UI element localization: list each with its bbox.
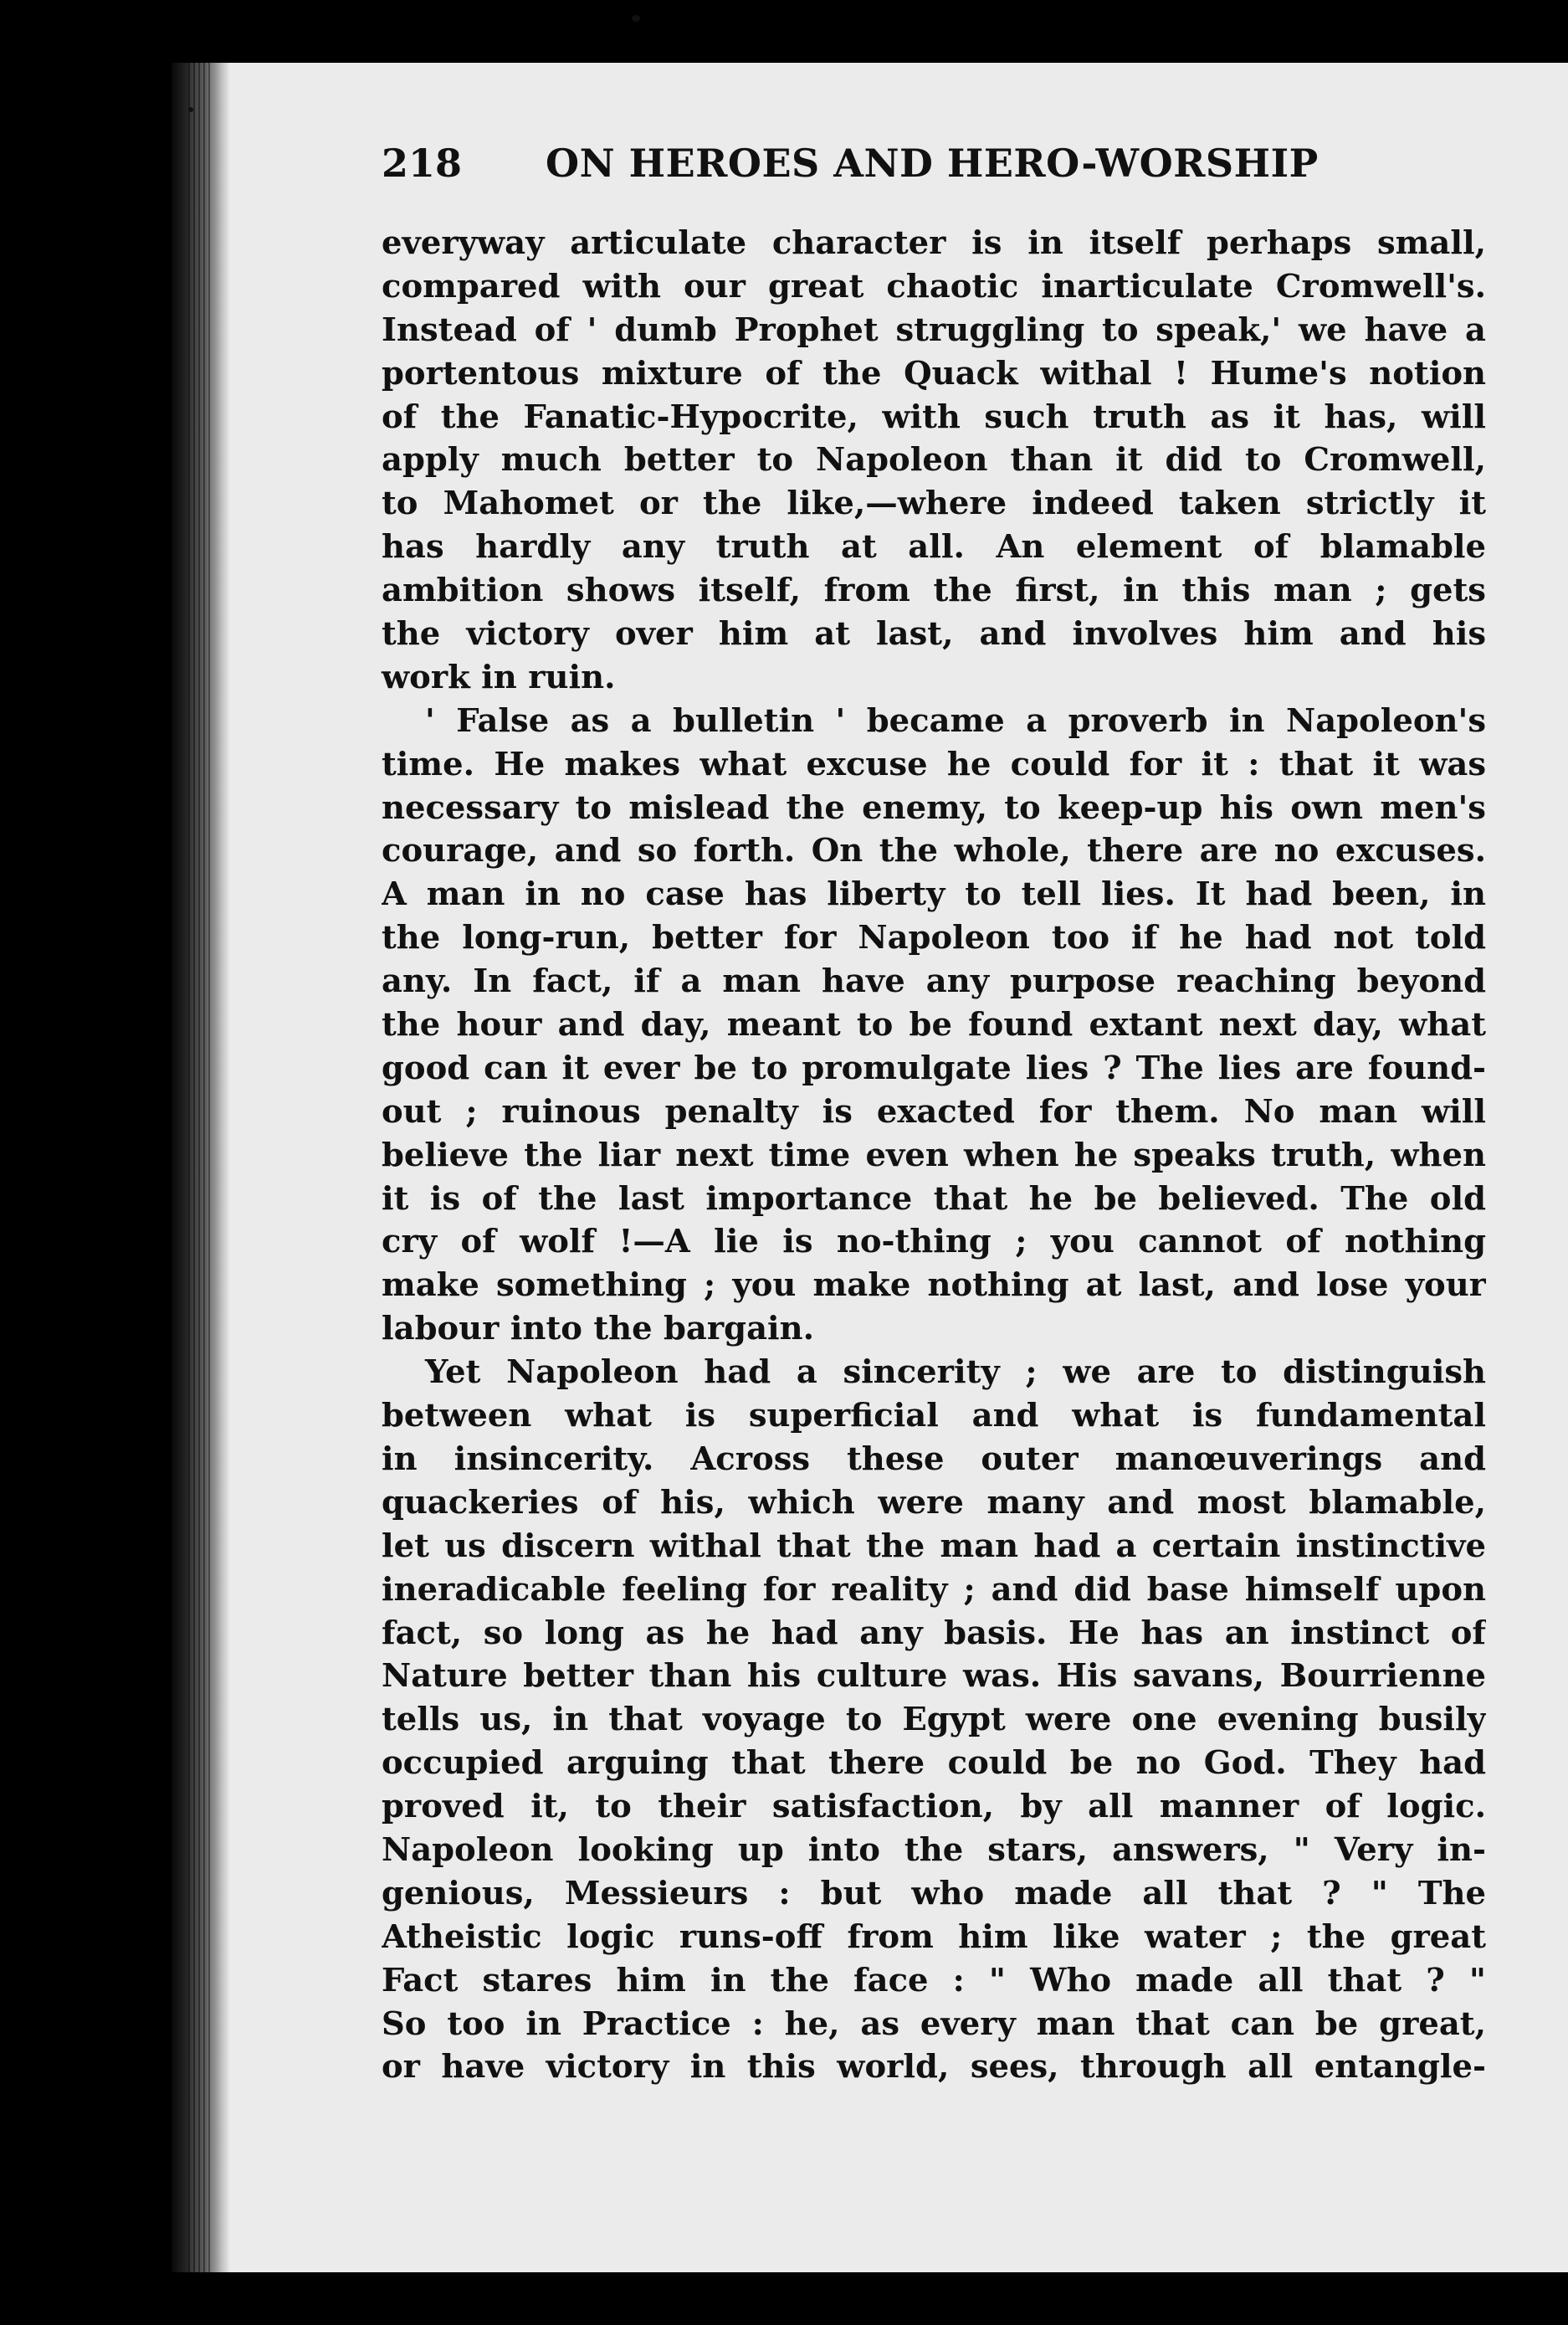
text-line: good can it ever be to promulgate lies ? The lies are found-: [382, 1049, 1486, 1087]
text-line: or have victory in this world, sees, through all entangle-: [382, 2048, 1486, 2086]
body-text: [382, 222, 1486, 2089]
text-line: Atheistic logic runs-off from him like water ; the great: [382, 1917, 1486, 1956]
text-line: has hardly any truth at all. An element of blamable: [382, 528, 1486, 567]
text-line: ambition shows itself, from the first, in this man ; gets: [382, 572, 1486, 610]
text-line: any. In fact, if a man have any purpose reaching beyond: [382, 962, 1486, 1001]
text-line: between what is superficial and what is fundamental: [382, 1397, 1486, 1435]
book-spine-edge: [188, 63, 213, 2272]
text-line: of the Fanatic-Hypocrite, with such truth as it has, will: [382, 398, 1486, 436]
text-line: everyway articulate character is in itself perhaps small,: [382, 224, 1486, 262]
running-title: ON HEROES AND HERO-WORSHIP: [546, 141, 1319, 186]
text-line: cry of wolf !—A lie is no-thing ; you cannot of nothing: [382, 1223, 1486, 1261]
text-line: occupied arguing that there could be no God. They had: [382, 1744, 1486, 1783]
page-number: 218: [382, 141, 463, 186]
text-line: tells us, in that voyage to Egypt were one evening busily: [382, 1701, 1486, 1739]
text-line: believe the liar next time even when he speaks truth, when: [382, 1136, 1486, 1174]
text-line: make something ; you make nothing at last, and lose your: [382, 1266, 1486, 1305]
text-line: A man in no case has liberty to tell lies. It had been, in: [382, 875, 1486, 914]
text-line: Instead of ' dumb Prophet struggling to speak,' we have a: [382, 311, 1486, 349]
page-header: [382, 141, 1360, 199]
text-line: compared with our great chaotic inarticulate Cromwell's.: [382, 267, 1486, 305]
text-line: out ; ruinous penalty is exacted for them. No man will: [382, 1092, 1486, 1131]
text-line: Yet Napoleon had a sincerity ; we are to distinguish: [425, 1353, 1486, 1392]
text-line: the victory over him at last, and involves him and his: [382, 615, 1486, 654]
text-line: So too in Practice : he, as every man that can be great,: [382, 2004, 1486, 2043]
text-line: to Mahomet or the like,—where indeed taken strictly it: [382, 485, 1486, 523]
text-line: Fact stares him in the face : " Who made all that ? ": [382, 1961, 1486, 1999]
text-line: the long-run, better for Napoleon too if he had not told: [382, 919, 1486, 957]
text-line: the hour and day, meant to be found extant next day, what: [382, 1006, 1486, 1044]
text-line: work in ruin.: [382, 658, 616, 696]
scan-speck: [632, 15, 640, 22]
text-line: it is of the last importance that he be believed. The old: [382, 1179, 1486, 1218]
text-line: portentous mixture of the Quack withal ! Hume's notion: [382, 354, 1486, 393]
text-line: Napoleon looking up into the stars, answers, " Very in-: [382, 1830, 1486, 1869]
text-line: necessary to mislead the enemy, to keep-up his own men's: [382, 788, 1486, 827]
text-line: in insincerity. Across these outer manœuverings and: [382, 1440, 1486, 1478]
text-line: time. He makes what excuse he could for it : that it was: [382, 745, 1486, 783]
text-line: ' False as a bulletin ' became a proverb in Napoleon's: [425, 701, 1486, 740]
text-line: Nature better than his culture was. His savans, Bourrienne: [382, 1657, 1486, 1696]
text-line: genious, Messieurs : but who made all that ? " The: [382, 1874, 1486, 1912]
text-line: apply much better to Napoleon than it did to Cromwell,: [382, 441, 1486, 480]
scan-speck: [188, 107, 193, 112]
text-line: let us discern withal that the man had a certain instinctive: [382, 1527, 1486, 1565]
text-line: ineradicable feeling for reality ; and did base himself upon: [382, 1570, 1486, 1609]
text-line: fact, so long as he had any basis. He has an instinct of: [382, 1614, 1486, 1652]
text-line: labour into the bargain.: [382, 1310, 815, 1348]
text-line: proved it, to their satisfaction, by all manner of logic.: [382, 1788, 1486, 1826]
text-line: quackeries of his, which were many and most blamable,: [382, 1483, 1486, 1522]
text-line: courage, and so forth. On the whole, there are no excuses.: [382, 832, 1486, 870]
